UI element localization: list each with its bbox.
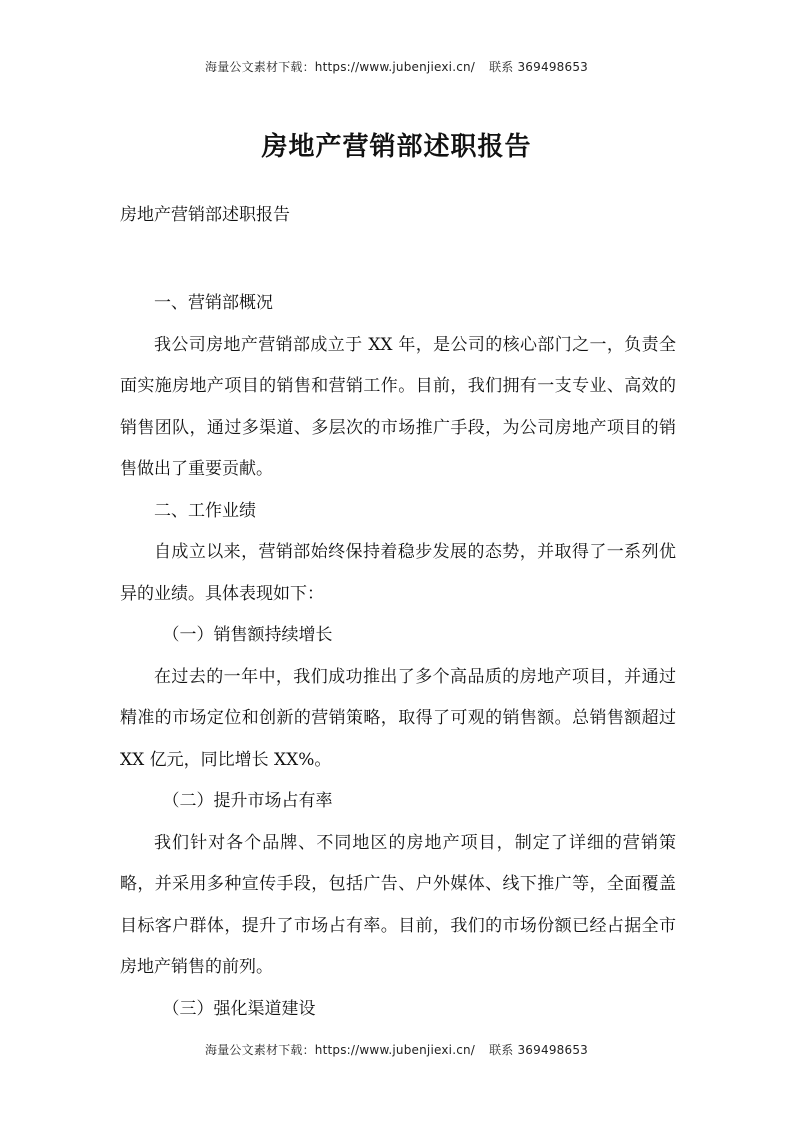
paragraph-market-share: 我们针对各个品牌、不同地区的房地产项目，制定了详细的营销策略，并采用多种宣传手段，包括广告、户外媒体、线下推广等，全面覆盖目标客户群体，提升了市场占有率。目前，我们的市场份额已经占据全市房地产销售的前列。 [120, 832, 676, 977]
page-header [0, 58, 793, 75]
header-download-text: 海量公文素材下载：https://www.jubenjiexi.cn/ [205, 60, 476, 74]
footer-contact: 联系 369498653 [489, 1043, 588, 1057]
subheading-sales-growth: （一）销售额持续增长 [162, 625, 333, 645]
document-title: 房地产营销部述职报告 [261, 132, 532, 162]
paragraph-performance-intro: 自成立以来，营销部始终保持着稳步发展的态势，并取得了一系列优异的业绩。具体表现如下： [120, 542, 676, 604]
paragraph-overview: 我公司房地产营销部成立于 XX 年，是公司的核心部门之一，负责全面实施房地产项目的销售和营销工作。目前，我们拥有一支专业、高效的销售团队，通过多渠道、多层次的市场推广手段，为公司房地产项目的销售做出了重要贡献。 [120, 334, 676, 479]
subheading-channel-building: （三）强化渠道建设 [162, 998, 316, 1019]
document-body [120, 283, 676, 1030]
footer-download-text: 海量公文素材下载：https://www.jubenjiexi.cn/ [205, 1043, 476, 1057]
section-heading-overview: 一、营销部概况 [154, 293, 273, 313]
document-subtitle: 房地产营销部述职报告 [120, 205, 290, 225]
section-heading-performance: 二、工作业绩 [154, 500, 256, 521]
page-footer [0, 1041, 793, 1058]
header-contact: 联系 369498653 [489, 60, 588, 74]
subheading-market-share: （二）提升市场占有率 [162, 791, 333, 811]
paragraph-sales-growth: 在过去的一年中，我们成功推出了多个高品质的房地产项目，并通过精准的市场定位和创新的营销策略，取得了可观的销售额。总销售额超过 XX 亿元，同比增长 XX%。 [120, 666, 676, 770]
